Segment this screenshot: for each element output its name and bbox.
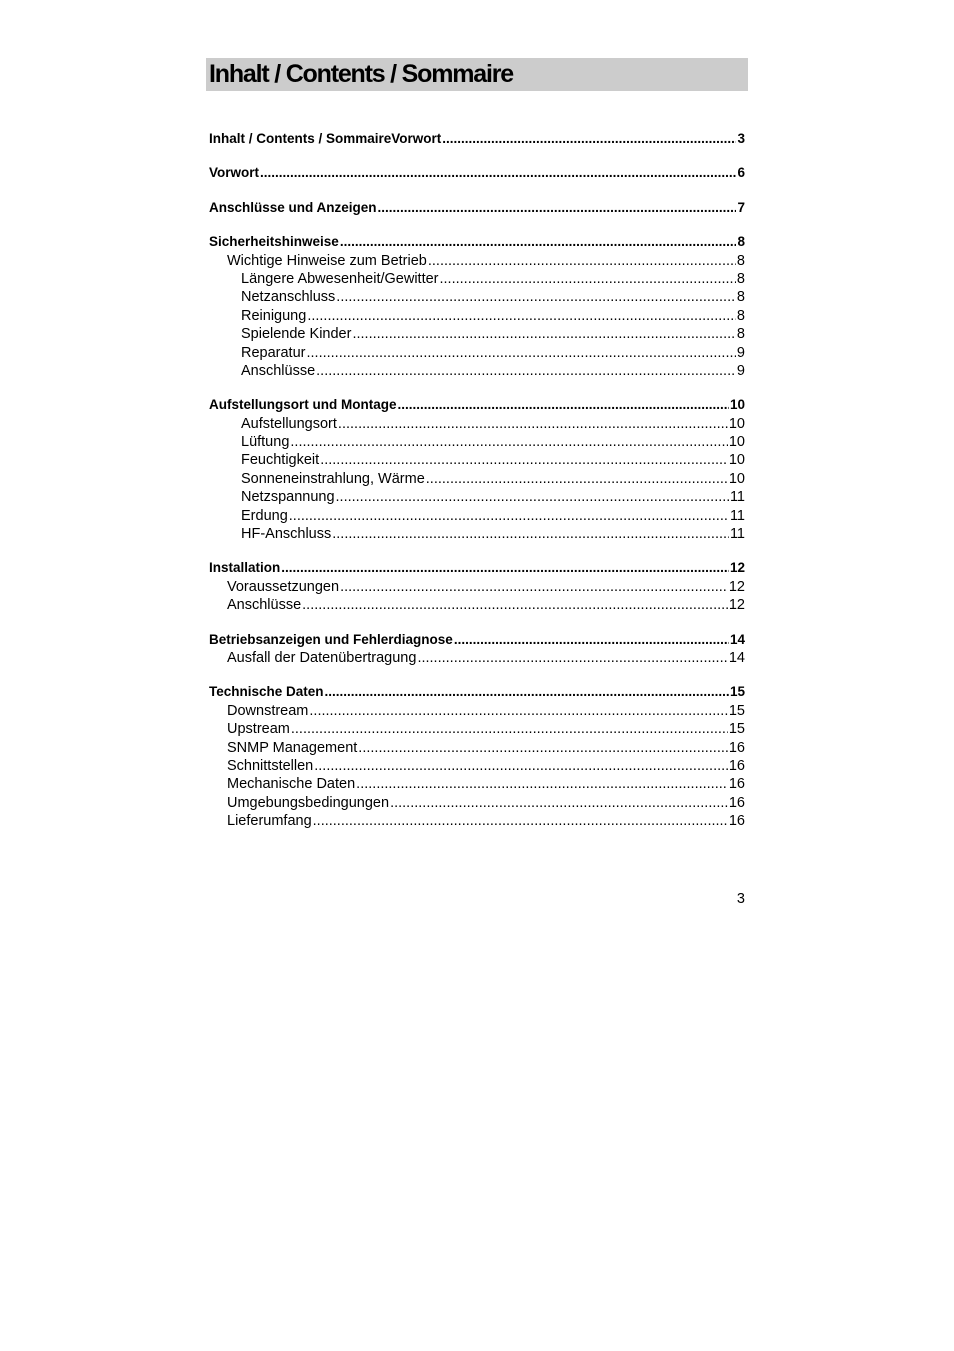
dot-leader bbox=[428, 252, 736, 270]
toc-entry-page: 16 bbox=[728, 794, 745, 811]
toc-entry-title: Feuchtigkeit bbox=[241, 452, 320, 469]
toc-entry-page: 12 bbox=[728, 597, 745, 614]
toc-entry-page: 8 bbox=[736, 289, 745, 306]
toc-entry-page: 16 bbox=[728, 813, 745, 830]
dot-leader bbox=[338, 415, 728, 433]
toc-entry[interactable] bbox=[209, 252, 745, 270]
dot-leader bbox=[440, 270, 736, 288]
toc-entry-title: Sicherheitshinweise bbox=[209, 234, 339, 250]
toc-entry[interactable] bbox=[209, 270, 745, 288]
toc-entry-page: 10 bbox=[728, 434, 745, 451]
dot-leader bbox=[325, 683, 729, 701]
toc-entry[interactable] bbox=[209, 812, 745, 830]
dot-leader bbox=[336, 488, 729, 506]
toc-entry-title: Ausfall der Datenübertragung bbox=[227, 649, 417, 666]
toc-entry-page: 3 bbox=[737, 131, 745, 146]
toc-entry-page: 10 bbox=[728, 470, 745, 487]
toc-entry-page: 11 bbox=[729, 489, 745, 506]
toc-entry-page: 10 bbox=[729, 397, 745, 413]
toc-entry-title: Betriebsanzeigen und Fehlerdiagnose bbox=[209, 631, 453, 647]
toc-entry[interactable] bbox=[209, 288, 745, 306]
table-of-contents bbox=[209, 130, 745, 831]
toc-entry-page: 15 bbox=[729, 684, 745, 700]
toc-entry-title: Reinigung bbox=[241, 307, 307, 324]
toc-entry[interactable] bbox=[209, 559, 745, 577]
dot-leader bbox=[417, 649, 727, 667]
toc-entry-title: Lüftung bbox=[241, 434, 290, 451]
toc-entry-title: Downstream bbox=[227, 702, 309, 719]
dot-leader bbox=[290, 433, 727, 451]
dot-leader bbox=[314, 757, 728, 775]
toc-entry-title: Anschlüsse und Anzeigen bbox=[209, 199, 377, 215]
dot-leader bbox=[356, 775, 728, 793]
toc-entry-title: Installation bbox=[209, 560, 281, 576]
toc-entry-title: Sonneneinstrahlung, Wärme bbox=[241, 470, 425, 487]
toc-entry[interactable] bbox=[209, 525, 745, 543]
toc-entry-page: 11 bbox=[729, 526, 745, 543]
toc-entry-page: 8 bbox=[736, 307, 745, 324]
toc-entry-title: Upstream bbox=[227, 721, 290, 738]
toc-entry[interactable] bbox=[209, 396, 745, 414]
toc-entry-title: Anschlüsse bbox=[241, 362, 316, 379]
dot-leader bbox=[332, 525, 729, 543]
toc-entry-title: SNMP Management bbox=[227, 739, 358, 756]
toc-entry[interactable] bbox=[209, 433, 745, 451]
toc-entry-title: Netzanschluss bbox=[241, 289, 336, 306]
toc-entry[interactable] bbox=[209, 683, 745, 701]
toc-entry-title: Spielende Kinder bbox=[241, 326, 352, 343]
dot-leader bbox=[390, 794, 728, 812]
toc-entry[interactable] bbox=[209, 775, 745, 793]
dot-leader bbox=[281, 559, 729, 577]
toc-entry-title: Vorwort bbox=[209, 165, 259, 181]
toc-entry-title: HF-Anschluss bbox=[241, 526, 332, 543]
toc-entry-title: Aufstellungsort bbox=[241, 415, 337, 432]
toc-entry[interactable] bbox=[209, 233, 745, 251]
toc-entry-title: Inhalt / Contents / SommaireVorwort bbox=[209, 131, 442, 146]
page-title-bar bbox=[206, 58, 748, 91]
toc-entry[interactable] bbox=[209, 702, 745, 720]
toc-entry[interactable] bbox=[209, 307, 745, 325]
dot-leader bbox=[336, 288, 736, 306]
dot-leader bbox=[397, 396, 728, 414]
toc-entry[interactable] bbox=[209, 720, 745, 738]
dot-leader bbox=[340, 233, 737, 251]
toc-entry-page: 10 bbox=[728, 452, 745, 469]
toc-entry-page: 15 bbox=[728, 702, 745, 719]
toc-entry[interactable] bbox=[209, 739, 745, 757]
toc-entry[interactable] bbox=[209, 649, 745, 667]
toc-entry-title: Umgebungsbedingungen bbox=[227, 794, 390, 811]
toc-entry-title: Anschlüsse bbox=[227, 597, 302, 614]
toc-entry[interactable] bbox=[209, 164, 745, 182]
toc-entry-title: Reparatur bbox=[241, 344, 306, 361]
toc-entry-title: Schnittstellen bbox=[227, 757, 314, 774]
toc-entry-page: 10 bbox=[728, 415, 745, 432]
toc-entry-title: Längere Abwesenheit/Gewitter bbox=[241, 270, 439, 287]
toc-entry-title: Netzspannung bbox=[241, 489, 335, 506]
toc-entry[interactable] bbox=[209, 199, 745, 217]
toc-entry-title: Erdung bbox=[241, 507, 288, 524]
dot-leader bbox=[307, 307, 736, 325]
dot-leader bbox=[352, 325, 735, 343]
toc-entry-page: 14 bbox=[729, 631, 745, 647]
dot-leader bbox=[358, 739, 728, 757]
dot-leader bbox=[454, 631, 729, 649]
dot-leader bbox=[291, 720, 728, 738]
toc-entry-page: 11 bbox=[729, 507, 745, 524]
toc-entry-page: 9 bbox=[736, 344, 745, 361]
toc-entry[interactable] bbox=[209, 344, 745, 362]
toc-entry-title: Technische Daten bbox=[209, 684, 324, 700]
toc-entry-page: 8 bbox=[736, 270, 745, 287]
toc-entry[interactable] bbox=[209, 362, 745, 380]
toc-entry-page: 15 bbox=[728, 721, 745, 738]
dot-leader bbox=[306, 344, 735, 362]
dot-leader bbox=[289, 507, 729, 525]
dot-leader bbox=[442, 130, 736, 148]
dot-leader bbox=[426, 470, 728, 488]
toc-entry-title: Voraussetzungen bbox=[227, 578, 340, 595]
toc-entry-title: Wichtige Hinweise zum Betrieb bbox=[227, 252, 427, 269]
toc-entry-page: 9 bbox=[736, 362, 745, 379]
toc-entry-page: 8 bbox=[736, 326, 745, 343]
toc-entry[interactable] bbox=[209, 470, 745, 488]
dot-leader bbox=[378, 199, 737, 217]
toc-entry-page: 16 bbox=[728, 757, 745, 774]
toc-entry-page: 12 bbox=[729, 560, 745, 576]
page-title: Inhalt / Contents / Sommaire bbox=[209, 60, 513, 88]
toc-entry-page: 12 bbox=[728, 578, 745, 595]
toc-entry-page: 8 bbox=[737, 234, 745, 250]
toc-entry-page: 16 bbox=[728, 739, 745, 756]
dot-leader bbox=[340, 578, 728, 596]
toc-entry[interactable] bbox=[209, 488, 745, 506]
dot-leader bbox=[309, 702, 727, 720]
toc-entry-page: 8 bbox=[736, 252, 745, 269]
toc-entry-page: 16 bbox=[728, 776, 745, 793]
page-number: 3 bbox=[736, 891, 745, 907]
toc-entry[interactable] bbox=[209, 578, 745, 596]
dot-leader bbox=[313, 812, 728, 830]
toc-entry[interactable] bbox=[209, 596, 745, 614]
dot-leader bbox=[302, 596, 728, 614]
toc-entry[interactable] bbox=[209, 451, 745, 469]
toc-entry-page: 7 bbox=[737, 199, 745, 215]
dot-leader bbox=[260, 164, 736, 182]
toc-entry[interactable] bbox=[209, 794, 745, 812]
toc-entry[interactable] bbox=[209, 325, 745, 343]
toc-entry[interactable] bbox=[209, 631, 745, 649]
dot-leader bbox=[320, 451, 728, 469]
toc-entry[interactable] bbox=[209, 757, 745, 775]
toc-entry[interactable] bbox=[209, 130, 745, 148]
toc-entry-page: 6 bbox=[737, 165, 745, 181]
toc-entry[interactable] bbox=[209, 507, 745, 525]
toc-entry-title: Mechanische Daten bbox=[227, 776, 356, 793]
toc-entry-page: 14 bbox=[728, 649, 745, 666]
toc-entry-title: Lieferumfang bbox=[227, 813, 312, 830]
dot-leader bbox=[316, 362, 736, 380]
toc-entry[interactable] bbox=[209, 415, 745, 433]
toc-entry-title: Aufstellungsort und Montage bbox=[209, 397, 397, 413]
